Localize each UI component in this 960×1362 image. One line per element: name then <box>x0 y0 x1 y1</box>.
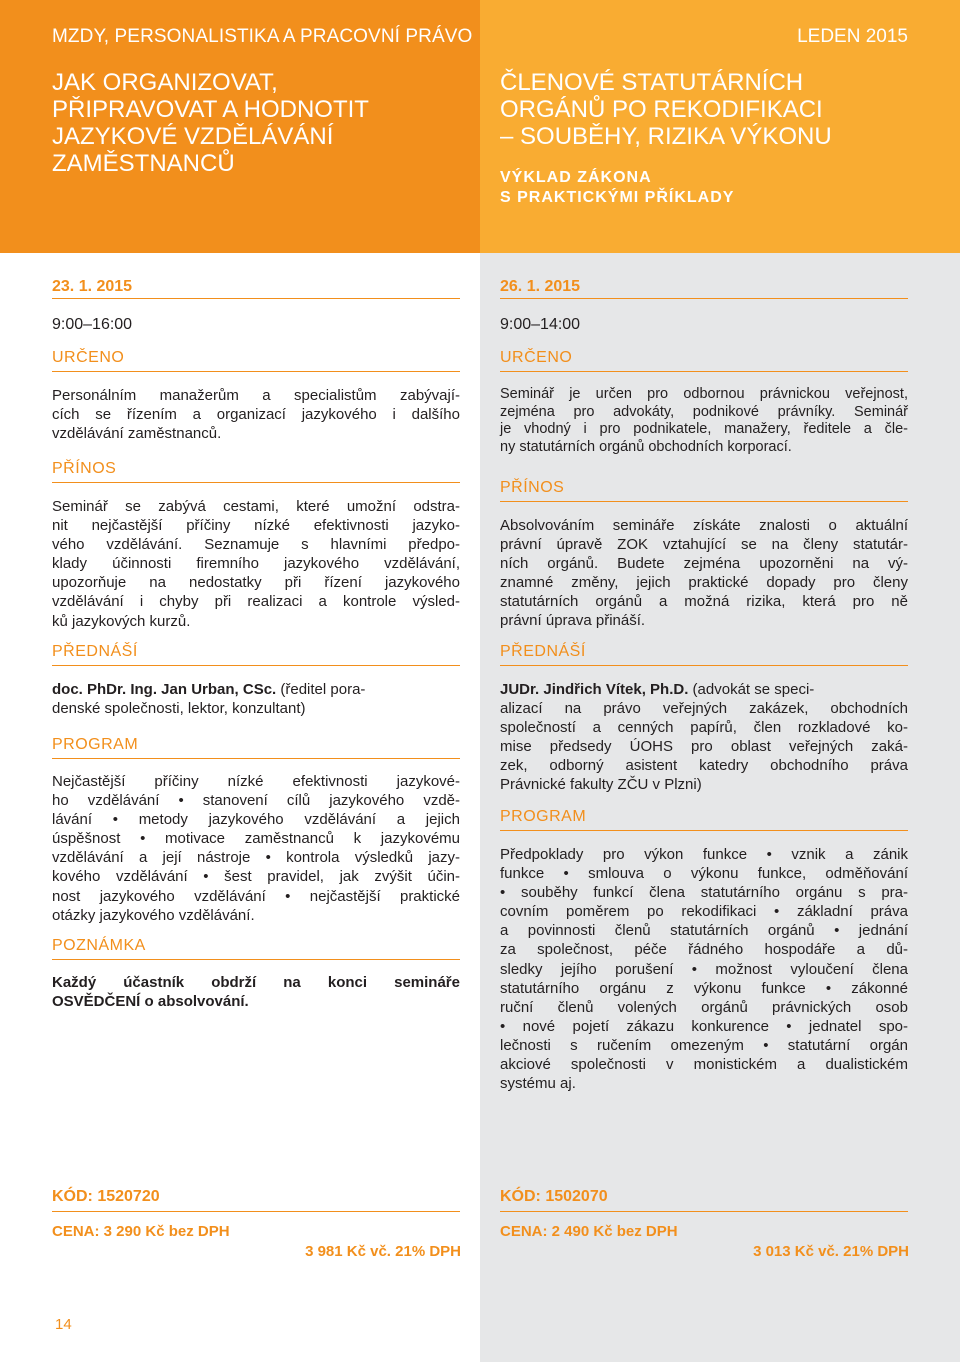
text-line: právní úprava přináší. <box>500 612 646 630</box>
text-line: úspěšnost • motivace zaměstnanců k jazykovému <box>52 830 460 848</box>
subtitle-line: S PRAKTICKÝMI PŘÍKLADY <box>500 189 735 206</box>
text-line: zejména pro advokáty, podnikové právníky. Seminář <box>500 403 908 420</box>
text-line: cích se řízením a organizací jazykového i dalšího <box>52 406 460 424</box>
divider <box>500 665 908 666</box>
right-urceno-heading: URČENO <box>500 349 573 366</box>
right-price: CENA: 2 490 Kč bez DPH <box>500 1223 678 1240</box>
text-line: zek, odborný asistent katedry obchodního práva <box>500 757 908 775</box>
text-line: ny statutárních orgánů obchodních korporací. <box>500 439 792 456</box>
issue-date: LEDEN 2015 <box>797 26 908 47</box>
divider <box>52 298 460 299</box>
text-line: Každý účastník obdrží na konci semináře <box>52 974 460 991</box>
text-line: Právnické fakulty ZČU v Plzni) <box>500 776 702 794</box>
divider <box>52 1211 460 1212</box>
text-line: akciové společnosti v monistickém a dualistickém <box>500 1056 908 1074</box>
text-line: nit nejčastější příčiny nízké efektivnosti jazyko- <box>52 517 460 535</box>
title-line: – SOUBĚHY, RIZIKA VÝKONU <box>500 123 832 150</box>
text-line: ních orgánů. Budete zejména upozorněni na vý- <box>500 555 908 573</box>
left-date: 23. 1. 2015 <box>52 278 133 295</box>
divider <box>500 1211 908 1212</box>
left-time: 9:00–16:00 <box>52 316 133 333</box>
text-line: otázky jazykového vzdělávání. <box>52 906 255 924</box>
text-line: denské společnosti, lektor, konzultant) <box>52 700 306 718</box>
text-line: společností a cenných papírů, člen rozkladové ko- <box>500 719 908 737</box>
text-line: • nové pojetí zákazu konkurence • jednatel spo- <box>500 1017 908 1035</box>
right-course-subtitle <box>500 168 734 208</box>
left-prednasi-heading: PŘEDNÁŠÍ <box>52 643 138 660</box>
divider <box>500 501 908 502</box>
lecturer-name: JUDr. Jindřich Vítek, Ph.D. <box>500 681 689 698</box>
right-date: 26. 1. 2015 <box>500 278 581 295</box>
text-line: Personálním manažerům a specialistům zabývají- <box>52 387 460 404</box>
title-line: ZAMĚSTNANCŮ <box>52 150 235 177</box>
text-line: Seminář se zabývá cestami, které umožní odstra- <box>52 498 460 515</box>
text-line: vzdělávání zaměstnanců. <box>52 425 222 443</box>
title-line: ORGÁNŮ PO REKODIFIKACI <box>500 96 823 123</box>
divider <box>52 758 460 759</box>
right-time: 9:00–14:00 <box>500 316 581 333</box>
left-poznamka-heading: POZNÁMKA <box>52 937 146 954</box>
text-line: klady účinnosti firemního jazykového vzdělávání, <box>52 555 460 573</box>
text-line: ků jazykových kurzů. <box>52 612 191 630</box>
left-urceno-text <box>52 386 460 443</box>
text-line <box>500 680 908 699</box>
left-price-vat: 3 981 Kč vč. 21% DPH <box>305 1243 461 1260</box>
title-line: PŘIPRAVOVAT A HODNOTIT <box>52 96 369 123</box>
page-number: 14 <box>55 1316 72 1333</box>
text-line: Nejčastější příčiny nízké efektivnosti jazykové- <box>52 773 460 790</box>
right-prinos-text <box>500 516 908 631</box>
text-line: Předpoklady pro výkon funkce • vznik a zánik <box>500 846 908 863</box>
text-line: lečnosti s ručením omezeným • statutární orgán <box>500 1036 908 1054</box>
left-lecturer <box>52 680 460 718</box>
text-line: alizací na právo veřejných zakázek, obchodních <box>500 700 908 718</box>
series-title: MZDY, PERSONALISTIKA A PRACOVNÍ PRÁVO <box>52 26 473 47</box>
text-line <box>52 680 460 699</box>
text-line: ruční členů volených orgánů právnických osob <box>500 998 908 1016</box>
text-line: systému aj. <box>500 1075 576 1093</box>
left-program-heading: PROGRAM <box>52 736 139 753</box>
divider <box>52 959 460 960</box>
right-prednasi-heading: PŘEDNÁŠÍ <box>500 643 586 660</box>
right-price-vat: 3 013 Kč vč. 21% DPH <box>753 1243 909 1260</box>
right-urceno-text <box>500 386 908 457</box>
divider <box>500 298 908 299</box>
text-line: sledky jejího porušení • možnost vyloučení člena <box>500 960 908 978</box>
right-program-text <box>500 845 908 1093</box>
divider <box>500 830 908 831</box>
text-line: kového vzdělávání • šest pravidel, jak zvýšit účin- <box>52 868 460 886</box>
text-line: upozorňuje na nedostatky při řízení jazykového <box>52 574 460 592</box>
title-line: JAZYKOVÉ VZDĚLÁVÁNÍ <box>52 123 334 150</box>
text-line: znamné změny, jejich praktické dopady pro členy <box>500 574 908 592</box>
right-program-heading: PROGRAM <box>500 808 587 825</box>
text-line: statutárního orgánu z výkonu funkce • zákonné <box>500 979 908 997</box>
title-line: ČLENOVÉ STATUTÁRNÍCH <box>500 69 804 96</box>
text-line: za společnost, péče řádného hospodáře a dů- <box>500 941 908 959</box>
divider <box>500 371 908 372</box>
right-lecturer <box>500 680 908 795</box>
right-course-title <box>500 69 832 150</box>
left-program-text <box>52 772 460 925</box>
divider <box>52 665 460 666</box>
text-line: a povinnosti členů statutárních orgánů • jednání <box>500 922 908 940</box>
text-line: vzdělávání i chyby při realizaci a kontrole výsled- <box>52 593 460 611</box>
left-urceno-heading: URČENO <box>52 349 125 366</box>
text-line: Seminář je určen pro odbornou právnickou veřejnost, <box>500 386 908 402</box>
title-line: JAK ORGANIZOVAT, <box>52 69 278 96</box>
text-line: vzdělávání a její nástroje • kontrola výsledků jazy- <box>52 849 460 867</box>
text-line: covním poměrem po rekodifikaci • základní práva <box>500 903 908 921</box>
left-price: CENA: 3 290 Kč bez DPH <box>52 1223 230 1240</box>
left-course-title <box>52 69 369 177</box>
text-line: nost jazykového vzdělávání • nejčastější praktické <box>52 887 460 905</box>
text-line: mise předsedy ÚOHS pro oblast veřejných zaká- <box>500 738 908 756</box>
lecturer-role: (ředitel pora- <box>276 681 366 698</box>
text-line: ho vzdělávání • stanovení cílů jazykového vzdě- <box>52 792 460 810</box>
lecturer-name: doc. PhDr. Ing. Jan Urban, CSc. <box>52 681 277 698</box>
right-prinos-heading: PŘÍNOS <box>500 479 565 496</box>
text-line: Absolvováním semináře získáte znalosti o aktuální <box>500 517 908 534</box>
divider <box>52 371 460 372</box>
text-line: právní úpravě ZOK vztahující se na členy statutár- <box>500 536 908 554</box>
subtitle-line: VÝKLAD ZÁKONA <box>500 169 652 186</box>
right-course-code: KÓD: 1502070 <box>500 1188 608 1205</box>
text-line: funkce • smlouva o výkonu funkce, odměňování <box>500 865 908 883</box>
lecturer-role: (advokát se speci- <box>688 681 815 698</box>
text-line: • souběhy funkcí člena statutárního orgánu s pra- <box>500 884 908 902</box>
left-prinos-heading: PŘÍNOS <box>52 460 117 477</box>
text-line: vého vzdělávání. Seznamuje s hlavními předpo- <box>52 536 460 554</box>
left-poznamka-text <box>52 973 460 1011</box>
text-line: je vhodný i pro podnikatele, manažery, ředitele a čle- <box>500 421 908 438</box>
text-line: statutárních orgánů a možná rizika, která pro ně <box>500 593 908 611</box>
left-course-code: KÓD: 1520720 <box>52 1188 160 1205</box>
divider <box>52 482 460 483</box>
left-prinos-text <box>52 497 460 631</box>
text-line: lávání • metody jazykového vzdělávání a jejich <box>52 811 460 829</box>
text-line: OSVĚDČENÍ o absolvování. <box>52 993 249 1011</box>
